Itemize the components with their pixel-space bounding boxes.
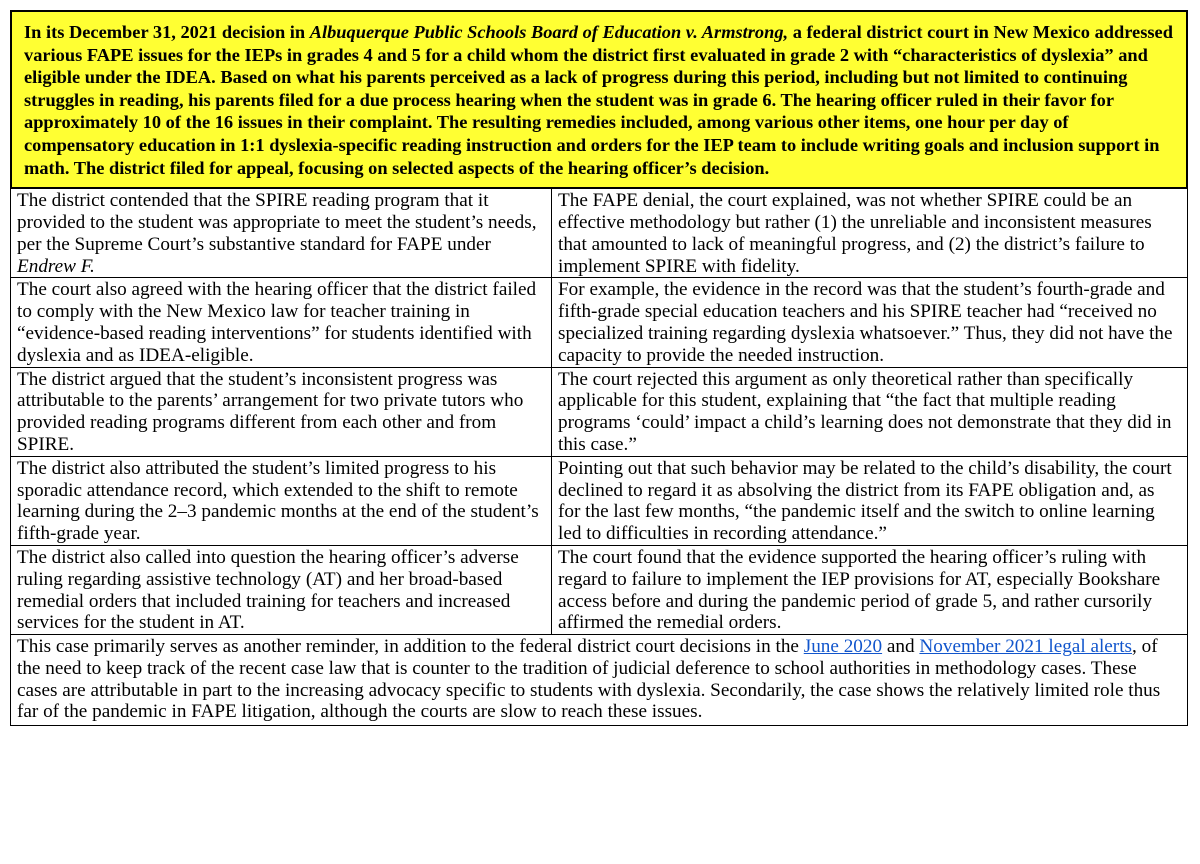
court-response-cell: The FAPE denial, the court explained, was not whether SPIRE could be an effective methodology but rather (1) the unreliable and inconsistent measures that amounted to lack of meaningful progress, and (2) the district’s failure to implement SPIRE with fidelity.	[552, 189, 1188, 278]
district-argument-cell: The district argued that the student’s inconsistent progress was attributable to the parents’ arrangement for two private tutors who provided reading programs different from each other and from SPIRE.	[11, 367, 552, 456]
legal-alert-document	[10, 10, 1188, 726]
district-argument-cell: The district contended that the SPIRE reading program that it provided to the student was appropriate to meet the student’s needs, per the Supreme Court’s substantive standard for FAPE under Endrew F.	[11, 189, 552, 278]
june-2020-link[interactable]: June 2020	[803, 636, 883, 658]
table-row	[11, 367, 1188, 456]
district-argument-cell: The district also called into question the hearing officer’s adverse ruling regarding assistive technology (AT) and her broad-based remedial orders that included training for teachers and increased services for the student in AT.	[11, 545, 552, 634]
court-response-cell: The court rejected this argument as only theoretical rather than specifically applicable for this student, explaining that “the fact that multiple reading programs ‘could’ impact a child’s learning does not demonstrate that they did in this case.”	[552, 367, 1188, 456]
case-reference: Endrew F.	[17, 255, 95, 277]
table-row	[11, 545, 1188, 634]
court-response-cell: Pointing out that such behavior may be related to the child’s disability, the court declined to regard it as absolving the district from its FAPE obligation and, as for the last few months, “the pandemic itself and the switch to online learning led to difficulties in recording attendance.”	[552, 456, 1188, 545]
table-row	[11, 189, 1188, 278]
november-2021-legal-alerts-link[interactable]: November 2021 legal alerts	[919, 636, 1132, 658]
intro-text-body: a federal district court in New Mexico addressed various FAPE issues for the IEPs in grades 4 and 5 for a child whom the district first evaluated in grade 2 with “characteristics of dyslexia” and eligible under the IDEA. Based on what his parents perceived as a lack of progress during this period, including but not limited to continuing struggles in reading, his parents filed for a due process hearing when the student was in grade 6. The hearing officer ruled in their favor for approximately 10 of the 16 issues in their complaint. The resulting remedies included, among various other items, one hour per day of compensatory education in 1:1 dyslexia-specific reading instruction and orders for the IEP team to include writing goals and inclusion support in math. The district filed for appeal, focusing on selected aspects of the hearing officer’s decision.	[24, 22, 1173, 178]
court-response-cell: The court found that the evidence supported the hearing officer’s ruling with regard to failure to implement the IEP provisions for AT, especially Bookshare access before and during the pandemic period of grade 5, and rather cursorily affirmed the remedial orders.	[552, 545, 1188, 634]
intro-text-lead: In its December 31, 2021 decision in	[24, 22, 310, 42]
case-name: Albuquerque Public Schools Board of Education v. Armstrong,	[309, 22, 789, 42]
district-argument-cell: The district also attributed the student’s limited progress to his sporadic attendance record, which extended to the shift to remote learning during the 2–3 pandemic months at the end of the student’s fifth-grade year.	[11, 456, 552, 545]
intro-summary-box	[10, 10, 1188, 189]
district-argument-cell: The court also agreed with the hearing officer that the district failed to comply with the New Mexico law for teacher training in “evidence-based reading interventions” for students identified with dyslexia and as IDEA-eligible.	[11, 278, 552, 367]
court-response-cell: For example, the evidence in the record was that the student’s fourth-grade and fifth-grade special education teachers and his SPIRE teacher had “received no specialized training regarding dyslexia whatsoever.” Thus, they did not have the capacity to provide the needed instruction.	[552, 278, 1188, 367]
table-row	[11, 456, 1188, 545]
argument-response-table	[10, 188, 1188, 635]
table-row	[11, 278, 1188, 367]
conclusion-paragraph: This case primarily serves as another reminder, in addition to the federal district court decisions in the June 2020 and November 2021 legal alerts, of the need to keep track of the recent case law that is counter to the tradition of judicial deference to school authorities in methodology cases. These cases are attributable in part to the increasing advocacy specific to students with dyslexia. Secondarily, the case shows the relatively limited role thus far of the pandemic in FAPE litigation, although the courts are slow to reach these issues.	[10, 635, 1188, 726]
